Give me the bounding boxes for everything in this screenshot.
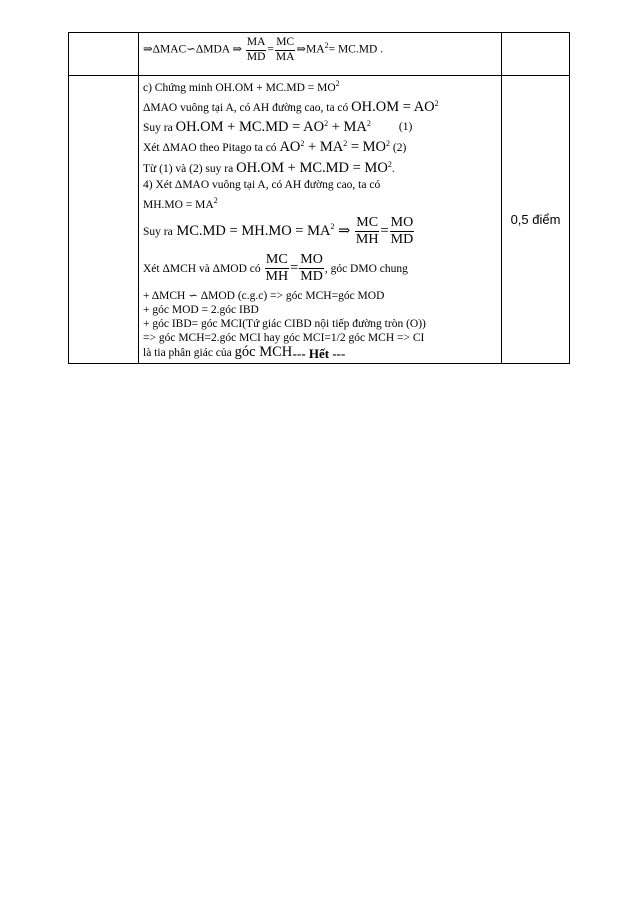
ratio-line: Suy ra $MC.MD = MH.MO = MA^2$ ⇒ $\frac{MC}{MH}$ = $\frac{MO}{MD}$ <box>143 214 414 247</box>
empty-cell <box>69 33 139 76</box>
similarity-line: ⇒ΔMAC∽ΔMDA ⇒ $\frac{MA}{MD}$ = $\frac{MC}{MA}$ $\Rightarrow MA^2= MC.MD$ . <box>143 36 384 63</box>
mao-right-triangle-line: ΔMAO vuông tại A, có AH đường cao, ta có $OH.OM = AO^2$ <box>143 98 439 115</box>
solution-cell <box>139 33 502 76</box>
solution-cell <box>139 76 502 364</box>
table-row <box>69 33 570 76</box>
fraction-mo-md: $\frac{MO}{MD}$ <box>300 251 323 284</box>
equation-1-line: Suy ra $OH.OM + MC.MD = AO^2 + MA^2$ (1) <box>143 118 413 135</box>
pythagoras-line: Xét ΔMAO theo Pitago ta có $AO^2 + MA^2 = MO^2$ (2) <box>143 139 407 156</box>
table-row <box>69 76 570 364</box>
bisector-line: là tia phân giác của góc MCH <box>143 343 293 360</box>
empty-cell <box>69 76 139 364</box>
part-4-heading: 4) Xét ΔMAO vuông tại A, có AH đường cao, ta có <box>143 179 381 192</box>
implies-symbol: ⇒ <box>232 43 242 56</box>
fraction-mc-mh: $\frac{MC}{MH}$ <box>355 214 379 247</box>
fraction-mc-ma: $\frac{MC}{MA}$ <box>275 36 295 63</box>
part-c-heading: c) Chứng minh $OH.OM + MC.MD = MO^2$ <box>143 79 340 94</box>
triangle-comparison-line: Xét ΔMCH và ΔMOD có $\frac{MC}{MH}$ = $\frac{MO}{MD}$ , góc DMO chung <box>143 251 408 284</box>
angle-ibd-line: + góc IBD= góc MCI(Tứ giác CIBD nội tiếp đường tròn (O)) <box>143 317 426 330</box>
mh-mo-line: $MH.MO = MA^2$ <box>143 196 218 211</box>
angle-mch-line: => góc MCH=2.góc MCI hay góc MCI=1/2 góc MCH => CI <box>143 331 425 344</box>
fraction-mc-mh: $\frac{MC}{MH}$ <box>265 251 289 284</box>
score-cell <box>502 76 570 364</box>
answer-table <box>68 32 570 364</box>
similar-triangles-line: + ΔMCH ∽ ΔMOD (c.g.c) => góc MCH=góc MOD <box>143 289 385 302</box>
end-marker: --- Hết --- <box>292 346 346 361</box>
fraction-ma-md: $\frac{MA}{MD}$ <box>246 36 266 63</box>
result-end-text: = MC.MD . <box>328 43 384 56</box>
empty-score-cell <box>502 33 570 76</box>
result-text: ⇒MA <box>296 43 325 56</box>
fraction-mo-md: $\frac{MO}{MD}$ <box>390 214 414 247</box>
conclusion-line: Từ (1) và (2) suy ra $OH.OM + MC.MD = MO^2$. <box>143 160 395 177</box>
angle-mod-line: + góc MOD = 2.góc IBD <box>143 303 259 316</box>
similarity-text: ⇒ΔMAC∽ΔMDA <box>143 43 230 56</box>
equals-symbol: = <box>267 43 274 56</box>
score-value: 0,5 điểm <box>510 211 561 227</box>
